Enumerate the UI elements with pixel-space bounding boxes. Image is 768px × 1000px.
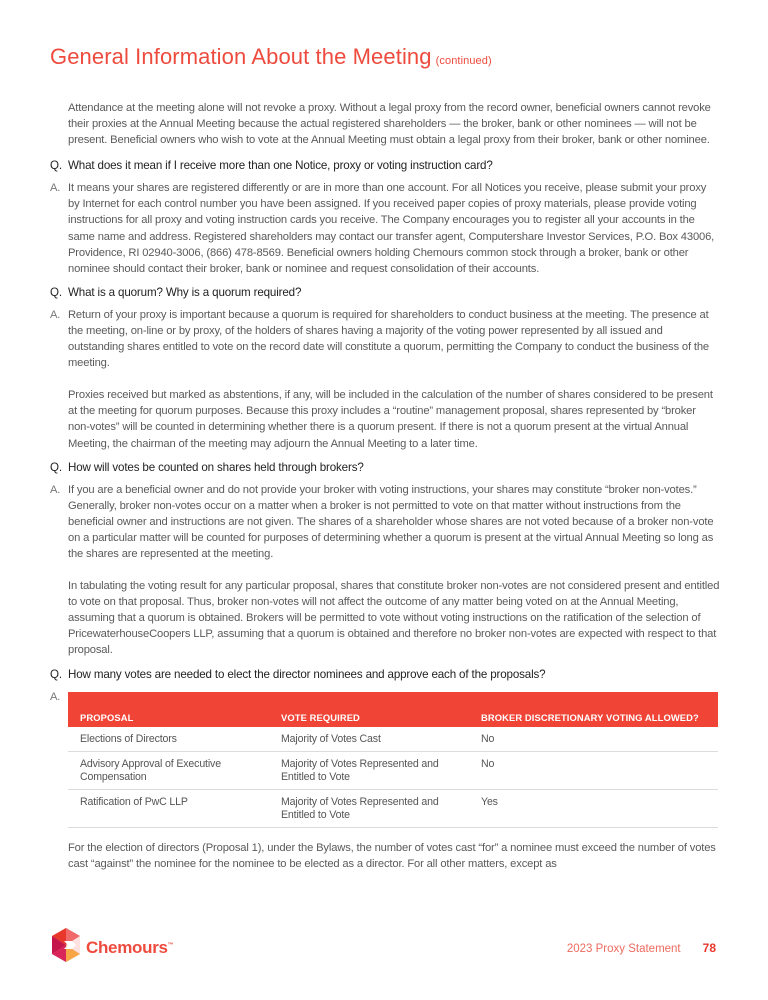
answer: [50, 482, 720, 659]
answer-paragraph: It means your shares are registered differently or are in more than one account. For all Notices you receive, please submit your proxy by Internet for each control number you have been assigned. If you received paper copies of proxy materials, please provide voting instructions for all proxy and voting instruction cards you receive. The Company encourages you to register all your accounts in the same name and address. Registered shareholders may contact our transfer agent, Computershare Investor Services, P.O. Box 43006, Providence, RI 02940-3006, (866) 478-8569. Beneficial owners holding Chemours common stock through a broker, bank or other nominee should contact their broker, bank or nominee and request consolidation of their accounts.: [68, 182, 715, 275]
document-title: 2023 Proxy Statement: [566, 943, 681, 955]
intro-paragraph: Attendance at the meeting alone will not revoke a proxy. Without a legal proxy from the record owner, beneficial owners cannot revoke their proxies at the Annual Meeting because the actual registered shareholders — the broker, bank or other nominees — will not be present. Beneficial owners who wish to vote at the Annual Meeting must obtain a legal proxy from their broker, bank or other nominee.: [68, 102, 711, 147]
cell-broker-allowed: No: [469, 727, 718, 752]
question-text: How many votes are needed to elect the director nominees and approve each of the proposals?: [68, 667, 546, 681]
page-title: [50, 44, 492, 70]
question: [50, 158, 720, 174]
vote-requirements-table: [68, 692, 718, 829]
cell-proposal: Elections of Directors: [68, 727, 269, 752]
table-row: [68, 790, 718, 828]
cell-vote-required: Majority of Votes Cast: [269, 727, 469, 752]
table-header-row: [68, 692, 718, 727]
page-title-continued: (continued): [435, 55, 492, 67]
cell-proposal: Advisory Approval of Executive Compensation: [68, 752, 269, 790]
table-row: [68, 752, 718, 790]
answer: [50, 180, 720, 277]
after-table-paragraph: For the election of directors (Proposal 1), under the Bylaws, the number of votes cast “for” a nominee must exceed the number of votes cast “against” the nominee for the nominee to be elected as a director. For all other matters, except as: [68, 842, 716, 871]
a-label: A.: [50, 182, 61, 195]
question: [50, 460, 720, 476]
header-vote-required: VOTE REQUIRED: [269, 692, 469, 727]
cell-vote-required: Majority of Votes Represented and Entitled to Vote: [269, 752, 469, 790]
question-text: What does it mean if I receive more than one Notice, proxy or voting instruction card?: [68, 159, 493, 173]
q-label: Q.: [50, 285, 62, 299]
a-label: A.: [50, 483, 61, 496]
answer: [50, 689, 720, 873]
chemours-logo: [50, 928, 173, 967]
q-label: Q.: [50, 159, 62, 173]
qa-block-1: [50, 158, 720, 277]
answer: [50, 307, 720, 452]
a-label: A.: [50, 308, 61, 321]
qa-block-4: [50, 667, 720, 873]
qa-block-3: [50, 460, 720, 659]
answer-paragraph: Proxies received but marked as abstentions, if any, will be included in the calculation of the number of shares considered to be present at the meeting for quorum purposes. Because this proxy includes a “routine” management proposal, shares represented by “broker non-votes” will be counted in determining whether there is a quorum present. If there is not a quorum present at the virtual Annual Meeting, the chairman of the meeting may adjourn the Annual Meeting to a later time.: [68, 389, 713, 450]
header-broker-discretionary: BROKER DISCRETIONARY VOTING ALLOWED?: [469, 692, 718, 727]
q-label: Q.: [50, 460, 62, 474]
cell-vote-required: Majority of Votes Represented and Entitled to Vote: [269, 790, 469, 828]
question-text: How will votes be counted on shares held through brokers?: [68, 460, 364, 474]
a-label: A.: [50, 690, 61, 703]
question: [50, 667, 720, 683]
page-footer: [567, 941, 716, 955]
chemours-hexagon-icon: [50, 928, 82, 967]
answer-paragraph: In tabulating the voting result for any particular proposal, shares that constitute broker non-votes are not considered present and entitled to vote on that proposal. Thus, broker non-votes will not affect the outcome of any matter being voted on at the Annual Meeting, assuming that a quorum is obtained. Brokers will be permitted to vote without voting instructions on the ratification of the selection of PricewaterhouseCoopers LLP, assuming that a quorum is obtained and therefore no broker non-votes are expected with respect to that proposal.: [68, 580, 720, 657]
table-row: [68, 727, 718, 752]
cell-proposal: Ratification of PwC LLP: [68, 790, 269, 828]
q-label: Q.: [50, 667, 62, 681]
page-content: [50, 100, 720, 872]
cell-broker-allowed: No: [469, 752, 718, 790]
qa-block-2: [50, 285, 720, 452]
question-text: What is a quorum? Why is a quorum required?: [68, 285, 302, 299]
answer-paragraph: If you are a beneficial owner and do not provide your broker with voting instructions, your shares may constitute “broker non-votes.” Generally, broker non-votes occur on a matter when a broker is not permitted to vote on that matter without instructions from the beneficial owner and instructions are not given. The shares of a shareholder whose shares are not voted because of a broker non-vote on a particular matter will be counted for purposes of determining whether a quorum is present at the virtual Annual Meeting so long as the shares are represented at the meeting.: [68, 483, 714, 560]
page-title-text: General Information About the Meeting: [50, 44, 432, 69]
cell-broker-allowed: Yes: [469, 790, 718, 828]
header-proposal: PROPOSAL: [68, 692, 269, 727]
question: [50, 285, 720, 301]
page-number: 78: [702, 941, 716, 955]
answer-paragraph: Return of your proxy is important because a quorum is required for shareholders to conduct business at the meeting. The presence at the meeting, on-line or by proxy, of the holders of shares having a majority of the voting power represented by all issued and outstanding shares entitled to vote on the record date will constitute a quorum, permitting the Company to conduct the business of the meeting.: [68, 308, 709, 370]
brand-name: Chemours™: [86, 937, 174, 957]
